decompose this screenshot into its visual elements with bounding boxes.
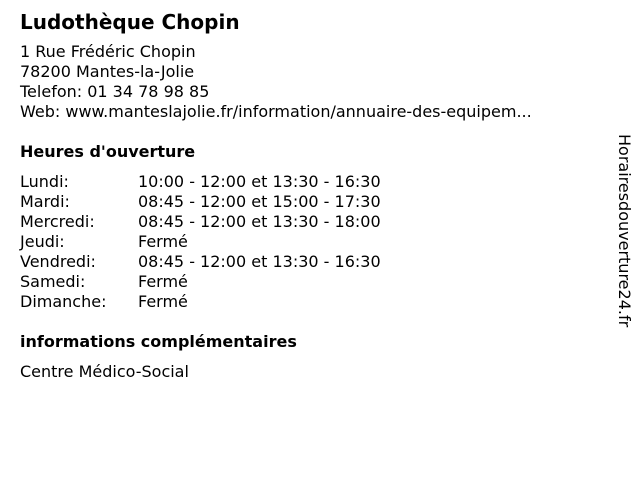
day-label: Mardi: — [20, 192, 70, 211]
day-label: Vendredi: — [20, 252, 96, 271]
watermark-text: Horairesdouverture24.fr — [615, 134, 634, 328]
time-value: 08:45 - 12:00 et 13:30 - 18:00 — [138, 212, 381, 231]
time-value: Fermé — [138, 232, 188, 251]
time-value: Fermé — [138, 272, 188, 291]
address-city: 78200 Mantes-la-Jolie — [20, 62, 195, 81]
place-name: Ludothèque Chopin — [20, 10, 240, 34]
day-label: Jeudi: — [20, 232, 65, 251]
day-label: Lundi: — [20, 172, 69, 191]
time-value: 08:45 - 12:00 et 15:00 - 17:30 — [138, 192, 381, 211]
day-label: Mercredi: — [20, 212, 95, 231]
address-street: 1 Rue Frédéric Chopin — [20, 42, 196, 61]
hours-row-mercredi — [20, 212, 600, 232]
hours-table — [20, 172, 600, 312]
contact-block — [20, 42, 600, 122]
day-label: Samedi: — [20, 272, 86, 291]
hours-row-vendredi — [20, 252, 600, 272]
hours-row-dimanche — [20, 292, 600, 312]
hours-heading: Heures d'ouverture — [20, 142, 196, 161]
info-heading: informations complémentaires — [20, 332, 297, 351]
info-text: Centre Médico-Social — [20, 362, 189, 381]
time-value: 08:45 - 12:00 et 13:30 - 16:30 — [138, 252, 381, 271]
hours-row-jeudi — [20, 232, 600, 252]
day-label: Dimanche: — [20, 292, 107, 311]
phone-number[interactable]: Telefon: 01 34 78 98 85 — [20, 82, 210, 101]
time-value: Fermé — [138, 292, 188, 311]
hours-row-lundi — [20, 172, 600, 192]
hours-row-mardi — [20, 192, 600, 212]
website-link[interactable]: Web: www.manteslajolie.fr/information/annuaire-des-equipem... — [20, 102, 532, 121]
hours-row-samedi — [20, 272, 600, 292]
time-value: 10:00 - 12:00 et 13:30 - 16:30 — [138, 172, 381, 191]
opening-hours-card — [20, 9, 600, 382]
